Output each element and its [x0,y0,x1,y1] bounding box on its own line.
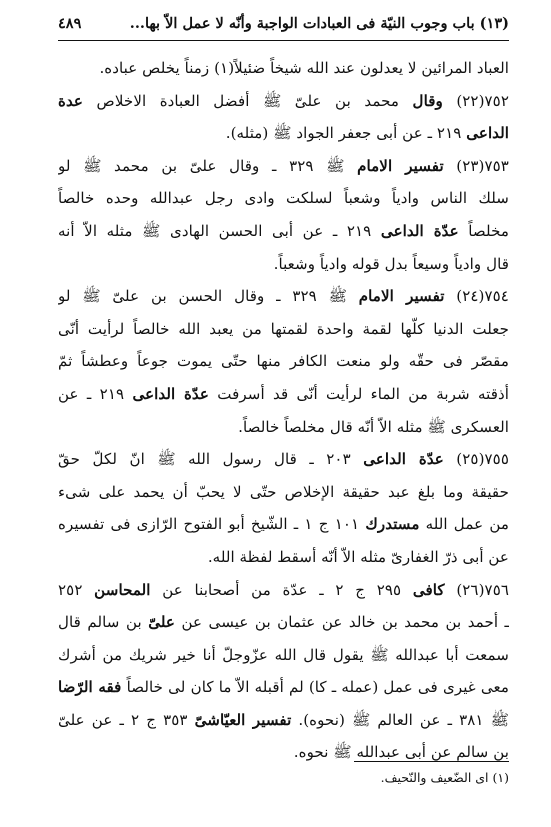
source-citation: علىّ [148,613,175,632]
text-segment: جعلت الدنيا كلّها لقمة واحدة لقمتها من يعبد الله خالصاً لرأيت أنّى [58,319,509,338]
text-segment: العسكرى ﷺ مثله الاّ أنّه قال مخلصاً خالصاً. [238,417,509,436]
text-line [58,541,509,574]
text-segment: ٧٥٣(٢٣) [443,156,509,175]
text-line [58,476,509,509]
text-line [58,280,509,313]
text-line [58,150,509,183]
text-segment: محمد بن علىّ ﷺ أفضل العبادة الاخلاص [83,91,413,110]
text-line [58,85,509,118]
text-line [58,313,509,346]
text-segment: ٢١٩ ـ عن [58,384,133,403]
text-segment: مخلصاً [458,221,509,240]
text-segment: سلك الناس وادياً وشعباً لسلكت وادى رجل عبدالله وحده خالصاً [58,189,509,208]
header-rule [58,40,509,41]
source-citation: فقه الرّضا [58,678,122,697]
text-segment: معى غيرى فى عمل (عمله ـ كا) لم أقبله الاّ ما كان لى خالصاً [121,678,509,697]
text-segment: حقيقة وما بلغ عبد حقيقة الإخلاص حتّى لا يحبّ أن يحمد على شىء [58,482,509,501]
source-citation: تفسير العيّاشىّ [194,710,292,729]
text-segment: ٣٥٣ ج ٢ ـ عن علىّ [58,710,195,729]
source-citation: كافى [412,580,445,599]
text-line [58,508,509,541]
text-segment: عن أبى ذرّ الغفارىّ مثله الاّ أنّه أسقط لفظة الله. [207,547,509,566]
text-line [58,574,509,607]
source-citation: عدة [58,91,83,110]
text-segment: زمناً يخلص عباده. [99,59,215,77]
text-line [58,117,509,150]
text-segment: ٢١٩ ـ عن أبى الحسن الهادى ﷺ مثله الاّ أنه [58,221,381,240]
source-citation: الداعى [466,124,509,143]
page-header [58,10,509,36]
text-segment: ٧٥٤(٢٤) [444,287,509,306]
source-citation: عدّة الداعى [132,384,209,403]
text-segment: سمعت أبا عبدالله ﷺ يقول قال الله عزّوجلّ أنا خير شريك من أشرك [58,645,509,664]
text-segment: بن سالم عن أبى عبدالله ﷺ نحوه. [293,743,509,762]
text-segment: بن سالم قال [58,613,149,632]
text-segment: العباد المرائين لا يعدلون عند الله شيخاً ضئيلاً [234,59,509,77]
text-segment: ٢٠٣ ـ قال رسول الله ﷺ انّ لكلّ حقّ [58,450,364,469]
source-citation: المحاسن [94,580,151,599]
text-segment: ﷺ ٣٢٩ ـ وقال الحسن بن علىّ ﷺ لو [58,287,359,306]
page-body [58,52,509,769]
text-segment: ٧٥٥(٢٥) [443,450,509,469]
text-line [58,736,509,769]
text-segment: من عمل الله [419,515,509,534]
text-segment: أذقته شربة من الماء لرأيت أنّى قد أسرفت [208,384,509,403]
running-title: (١٣) باب وجوب النيّة فى العبادات الواجبة وأنّه لا عمل الاّ بها... [129,14,509,32]
text-segment: ١٠١ ج ١ ـ الشّيخ أبو الفتوح الرّازى فى تفسيره [58,515,366,534]
footnote: (١) اى الضّعيف والنّحيف. [380,770,509,785]
text-segment: ﷺ ٣٢٩ ـ وقال علىّ بن محمد ﷺ لو [58,156,358,175]
text-line [58,704,509,737]
text-line [58,182,509,215]
text-segment: ٧٥٦(٢٦) [444,580,509,599]
text-segment: ٧٥٢(٢٢) [442,91,509,110]
source-citation: تفسير الامام [357,156,444,175]
footnote-rule [354,761,509,762]
text-segment: ﷺ ٣٨١ ـ عن العالم ﷺ (نحوه). [291,710,509,729]
source-citation: وقال [412,91,443,110]
text-line [58,248,509,281]
text-line [58,411,509,444]
text-line [58,345,509,378]
text-segment: ٢٩٥ ج ٢ ـ عدّة من أصحابنا عن [150,580,413,599]
text-line [58,443,509,476]
source-citation: عدّة الداعى [363,450,444,469]
text-line [58,215,509,248]
source-citation: مستدرك [365,515,420,534]
text-line [58,639,509,672]
text-line [58,52,509,85]
text-segment: ٢١٩ ـ عن أبى جعفر الجواد ﷺ (مثله). [225,124,467,143]
text-segment: ـ أحمد بن محمد بن خالد عن عثمان بن عيسى عن [174,613,509,632]
text-segment: ٢٥٢ [58,580,95,599]
source-citation: تفسير الامام [358,287,445,306]
text-segment: مقصّر فى حقّه ولو منعت الكافر منها حتّى يموت جوعاً وعطشاً ثمّ [58,352,509,371]
text-segment: قال وادياً وسيعاً بدل قوله وادياً وشعباً. [273,254,509,273]
text-segment: (١) [214,59,235,77]
page-number: ٤٨٩ [58,14,82,32]
source-citation: عدّة الداعى [380,221,459,240]
text-line [58,378,509,411]
text-line [58,606,509,639]
text-line [58,671,509,704]
